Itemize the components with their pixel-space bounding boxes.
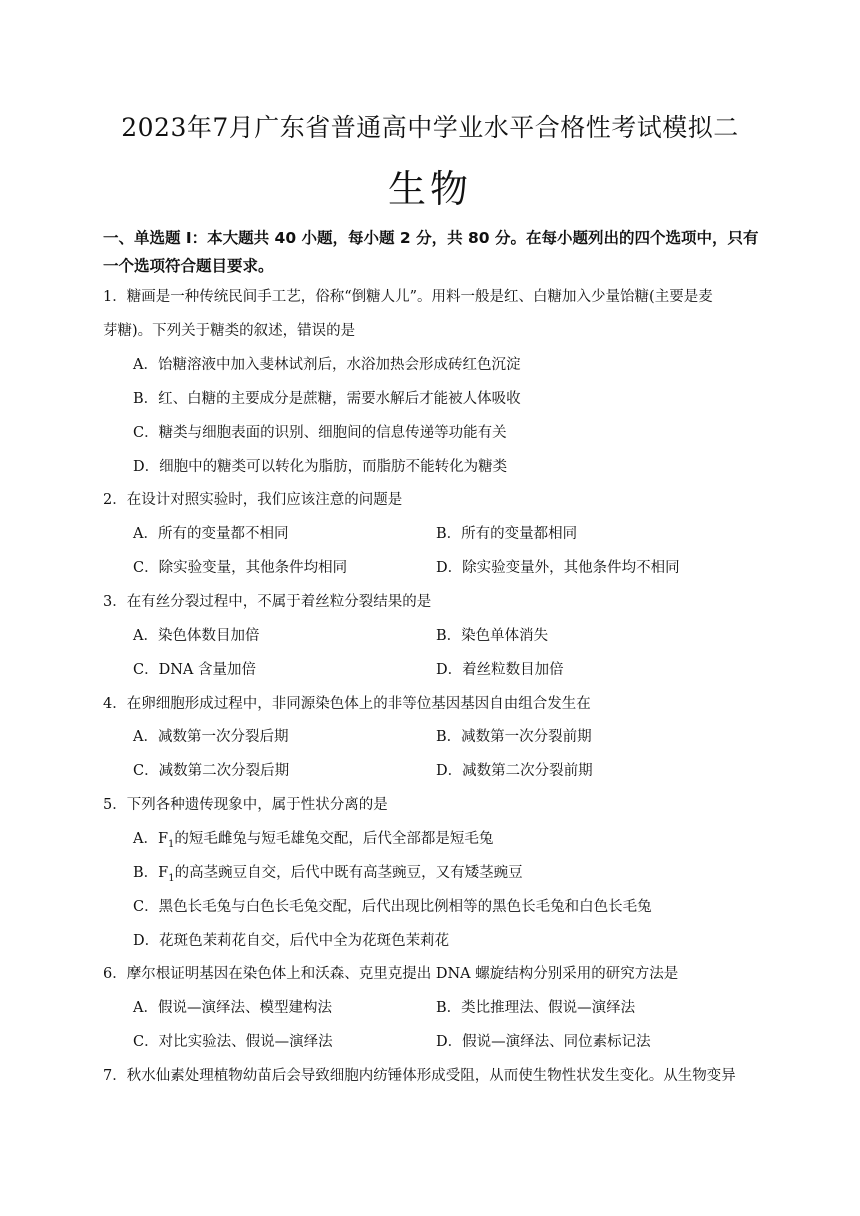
question-3-option-b: B．染色单体消失 [436, 628, 549, 644]
question-4-option-c: C．减数第二次分裂后期 [133, 763, 290, 779]
question-5-option-d: D．花斑色茉莉花自交，后代中全为花斑色茉莉花 [133, 933, 450, 949]
question-5-option-a [133, 829, 493, 855]
subscript: 1 [168, 838, 175, 850]
question-2-option-b: B．所有的变量都相同 [436, 526, 578, 542]
question-2-option-c: C．除实验变量，其他条件均相同 [133, 560, 348, 576]
question-6-option-c: C．对比实验法、假说—演绎法 [133, 1034, 333, 1050]
question-5-option-c: C．黑色长毛兔与白色长毛兔交配，后代出现比例相等的黑色长毛兔和白色长毛兔 [133, 899, 652, 915]
question-3-stem: 3．在有丝分裂过程中，不属于着丝粒分裂结果的是 [103, 594, 432, 610]
question-6-option-b: B．类比推理法、假说—演绎法 [436, 1000, 636, 1016]
option-label: A．F [133, 831, 169, 847]
question-2-option-a: A．所有的变量都不相同 [133, 526, 289, 542]
option-text: 的短毛雌兔与短毛雄兔交配，后代全部都是短毛兔 [174, 831, 494, 847]
question-3-option-d: D．着丝粒数目加倍 [436, 662, 564, 678]
section-heading: 一、单选题 I：本大题共 40 小题，每小题 2 分，共 80 分。在每小题列出的四个选项中，只有一个选项符合题目要求。 [103, 229, 759, 275]
subscript: 1 [168, 872, 175, 884]
subject-title: 生物 [387, 167, 472, 211]
question-1-option-d: D．细胞中的糖类可以转化为脂肪，而脂肪不能转化为糖类 [133, 459, 508, 475]
question-2-option-d: D．除实验变量外，其他条件均不相同 [436, 560, 680, 576]
question-6-option-a: A．假说—演绎法、模型建构法 [133, 1000, 332, 1016]
question-1-option-b: B．红、白糖的主要成分是蔗糖，需要水解后才能被人体吸收 [133, 391, 521, 407]
question-5-option-b [133, 863, 523, 889]
option-label: B．F [133, 865, 169, 881]
question-4-option-d: D．减数第二次分裂前期 [436, 763, 593, 779]
question-4-option-b: B．减数第一次分裂前期 [436, 729, 592, 745]
question-4-option-a: A．减数第一次分裂后期 [133, 729, 289, 745]
question-6-stem: 6．摩尔根证明基因在染色体上和沃森、克里克提出 DNA 螺旋结构分别采用的研究方法是 [103, 966, 679, 982]
question-6-option-d: D．假说—演绎法、同位素标记法 [436, 1034, 651, 1050]
question-1-stem-line-1: 1．糖画是一种传统民间手工艺，俗称“倒糖人儿”。用料一般是红、白糖加入少量饴糖(主要是麦 [103, 289, 713, 305]
exam-title: 2023年7月广东省普通高中学业水平合格性考试模拟二 [121, 113, 739, 142]
question-1-option-a: A．饴糖溶液中加入斐林试剂后，水浴加热会形成砖红色沉淀 [133, 357, 521, 373]
question-7-stem: 7．秋水仙素处理植物幼苗后会导致细胞内纺锤体形成受阻，从而使生物性状发生变化。从生物变异 [103, 1068, 736, 1084]
question-5-stem: 5．下列各种遗传现象中，属于性状分离的是 [103, 797, 388, 813]
option-text: 的高茎豌豆自交，后代中既有高茎豌豆，又有矮茎豌豆 [174, 865, 523, 881]
question-4-stem: 4．在卵细胞形成过程中，非同源染色体上的非等位基因基因自由组合发生在 [103, 696, 591, 712]
question-1-stem-line-2: 芽糖)。下列关于糖类的叙述，错误的是 [103, 323, 356, 339]
question-2-stem: 2．在设计对照实验时，我们应该注意的问题是 [103, 492, 403, 508]
question-3-option-c: C．DNA 含量加倍 [133, 662, 256, 678]
question-3-option-a: A．染色体数目加倍 [133, 628, 260, 644]
question-1-option-c: C．糖类与细胞表面的识别、细胞间的信息传递等功能有关 [133, 425, 507, 441]
